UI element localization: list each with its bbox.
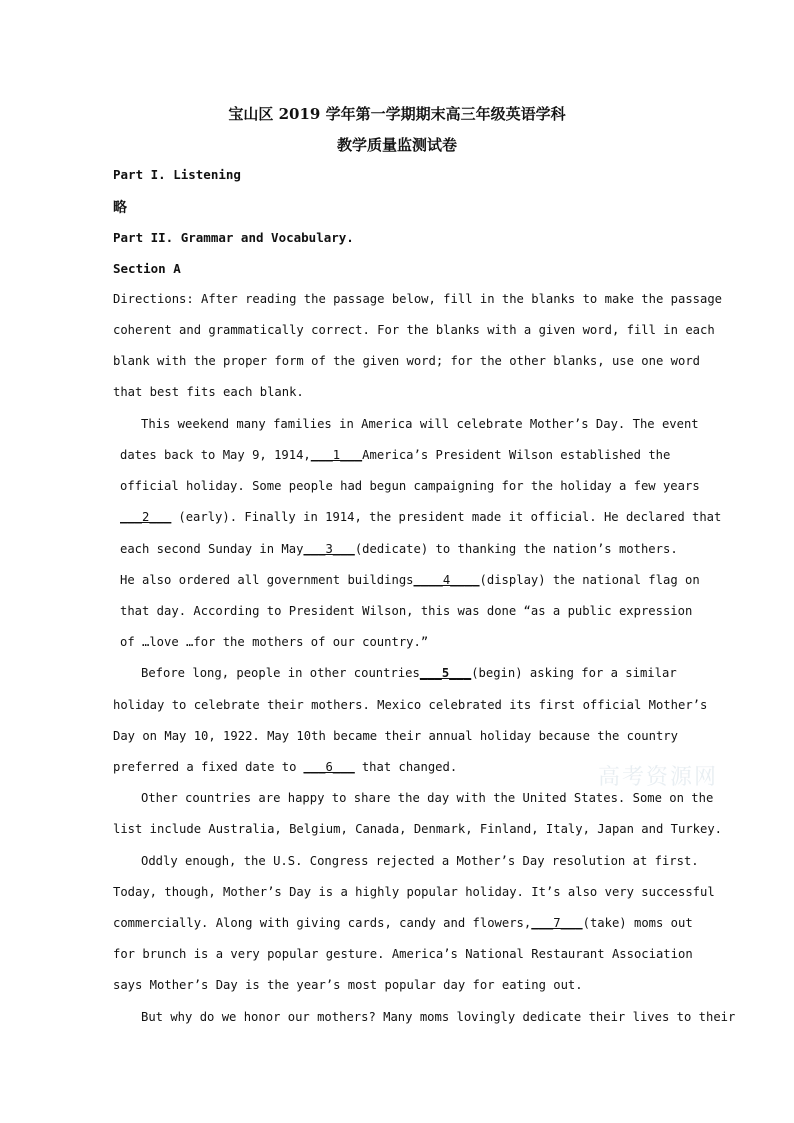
passage-text: (take) moms out [582, 916, 693, 930]
passage-text: America’s President Wilson established the [362, 448, 671, 462]
blank-3[interactable]: ___3___ [303, 542, 355, 556]
passage-line: that day. According to President Wilson, this was done “as a public expression [120, 604, 693, 618]
passage-text: preferred a fixed date to [113, 760, 297, 774]
passage-line: for brunch is a very popular gesture. America’s National Restaurant Association [113, 947, 693, 961]
passage-line [113, 916, 693, 934]
watermark: 高考资源网 [598, 765, 719, 790]
passage-text: each second Sunday in May [120, 542, 304, 556]
directions-line: that best fits each blank. [113, 385, 304, 399]
blank-6[interactable]: ___6___ [303, 760, 355, 774]
passage-line: This weekend many families in America will celebrate Mother’s Day. The event [141, 417, 699, 431]
passage-text: He also ordered all government buildings [120, 573, 414, 587]
passage-line: Today, though, Mother’s Day is a highly popular holiday. It’s also very successful [113, 885, 715, 899]
passage-text: dates back to May 9, 1914, [120, 448, 311, 462]
passage-line: holiday to celebrate their mothers. Mexico celebrated its first official Mother’s [113, 698, 708, 712]
blank-2[interactable]: ___2___ [120, 510, 172, 524]
passage-text: (early). Finally in 1914, the president made it official. He declared that [178, 510, 722, 524]
passage-line [113, 760, 670, 778]
directions-line: coherent and grammatically correct. For the blanks with a given word, fill in each [113, 323, 715, 337]
passage-line: But why do we honor our mothers? Many moms lovingly dedicate their lives to their [141, 1010, 736, 1024]
passage-line: Day on May 10, 1922. May 10th became their annual holiday because the country [113, 729, 678, 743]
passage-line: says Mother’s Day is the year’s most popular day for eating out. [113, 978, 583, 992]
blank-7[interactable]: ___7___ [531, 916, 583, 930]
passage-line [120, 510, 722, 528]
passage-text: (display) the national flag on [479, 573, 700, 587]
passage-line: Oddly enough, the U.S. Congress rejected a Mother’s Day resolution at first. [141, 854, 699, 868]
directions-line: Directions: After reading the passage below, fill in the blanks to make the passage [113, 292, 723, 306]
exam-title: 宝山区 2019 学年第一学期期末高三年级英语学科 [228, 105, 566, 123]
passage-line [141, 666, 677, 684]
passage-line: Other countries are happy to share the day with the United States. Some on the [141, 791, 714, 805]
passage-text: (dedicate) to thanking the nation’s mothers. [354, 542, 678, 556]
passage-text: that changed. [361, 760, 458, 774]
blank-5[interactable]: ___5___ [419, 666, 472, 680]
directions-line: blank with the proper form of the given word; for the other blanks, use one word [113, 354, 700, 368]
section-a-heading: Section A [113, 261, 181, 276]
passage-text: commercially. Along with giving cards, candy and flowers, [113, 916, 532, 930]
passage-line: of …love …for the mothers of our country.” [120, 635, 429, 649]
blank-1[interactable]: ___1___ [310, 448, 363, 462]
passage-line [120, 542, 678, 560]
part1-heading: Part I. Listening [113, 167, 241, 182]
part2-heading: Part II. Grammar and Vocabulary. [113, 230, 354, 245]
passage-line: list include Australia, Belgium, Canada, Denmark, Finland, Italy, Japan and Turkey. [113, 822, 723, 836]
passage-line [120, 448, 670, 466]
part1-note: 略 [113, 200, 127, 216]
passage-text: Before long, people in other countries [141, 666, 420, 680]
passage-line: official holiday. Some people had begun campaigning for the holiday a few years [120, 479, 700, 493]
passage-text: (begin) asking for a similar [471, 666, 677, 680]
blank-4[interactable]: ____4____ [413, 573, 480, 587]
passage-line [120, 573, 700, 591]
exam-subtitle: 教学质量监测试卷 [336, 136, 457, 154]
